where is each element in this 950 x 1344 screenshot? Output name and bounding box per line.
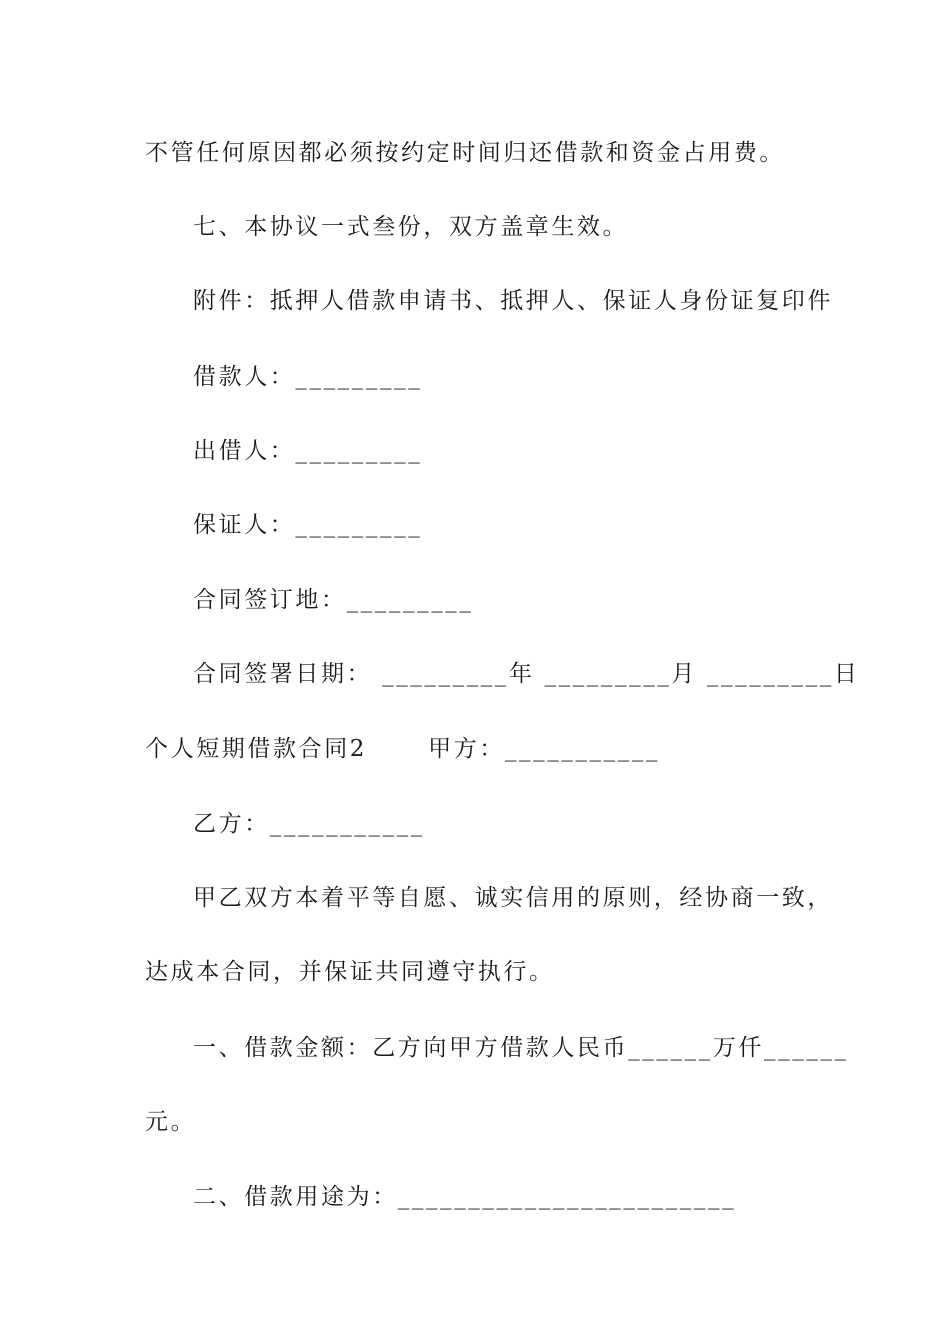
- clause-loan-amount: 一、借款金额：乙方向甲方借款人民币______万仟______: [193, 1035, 849, 1061]
- paragraph-attachments: 附件：抵押人借款申请书、抵押人、保证人身份证复印件: [193, 288, 833, 314]
- field-party-b: 乙方：___________: [193, 811, 425, 837]
- contract-title-party-a: 个人短期借款合同2 甲方：___________: [145, 736, 661, 762]
- field-lender: 出借人：_________: [193, 438, 423, 464]
- paragraph-repayment-clause: 不管任何原因都必须按约定时间归还借款和资金占用费。: [145, 140, 785, 166]
- paragraph-principles: 甲乙双方本着平等自愿、诚实信用的原则，经协商一致，: [193, 885, 833, 911]
- clause-loan-amount-cont: 元。: [145, 1109, 197, 1135]
- paragraph-clause-seven: 七、本协议一式叁份，双方盖章生效。: [193, 214, 629, 240]
- field-signing-date: 合同签署日期： _________年 _________月 _________日: [193, 661, 860, 687]
- field-signing-place: 合同签订地：_________: [193, 587, 474, 613]
- paragraph-principles-cont: 达成本合同，并保证共同遵守执行。: [145, 959, 555, 985]
- clause-loan-purpose: 二、借款用途为：________________________: [193, 1184, 737, 1210]
- field-guarantor: 保证人：_________: [193, 512, 423, 538]
- field-borrower: 借款人：_________: [193, 364, 423, 390]
